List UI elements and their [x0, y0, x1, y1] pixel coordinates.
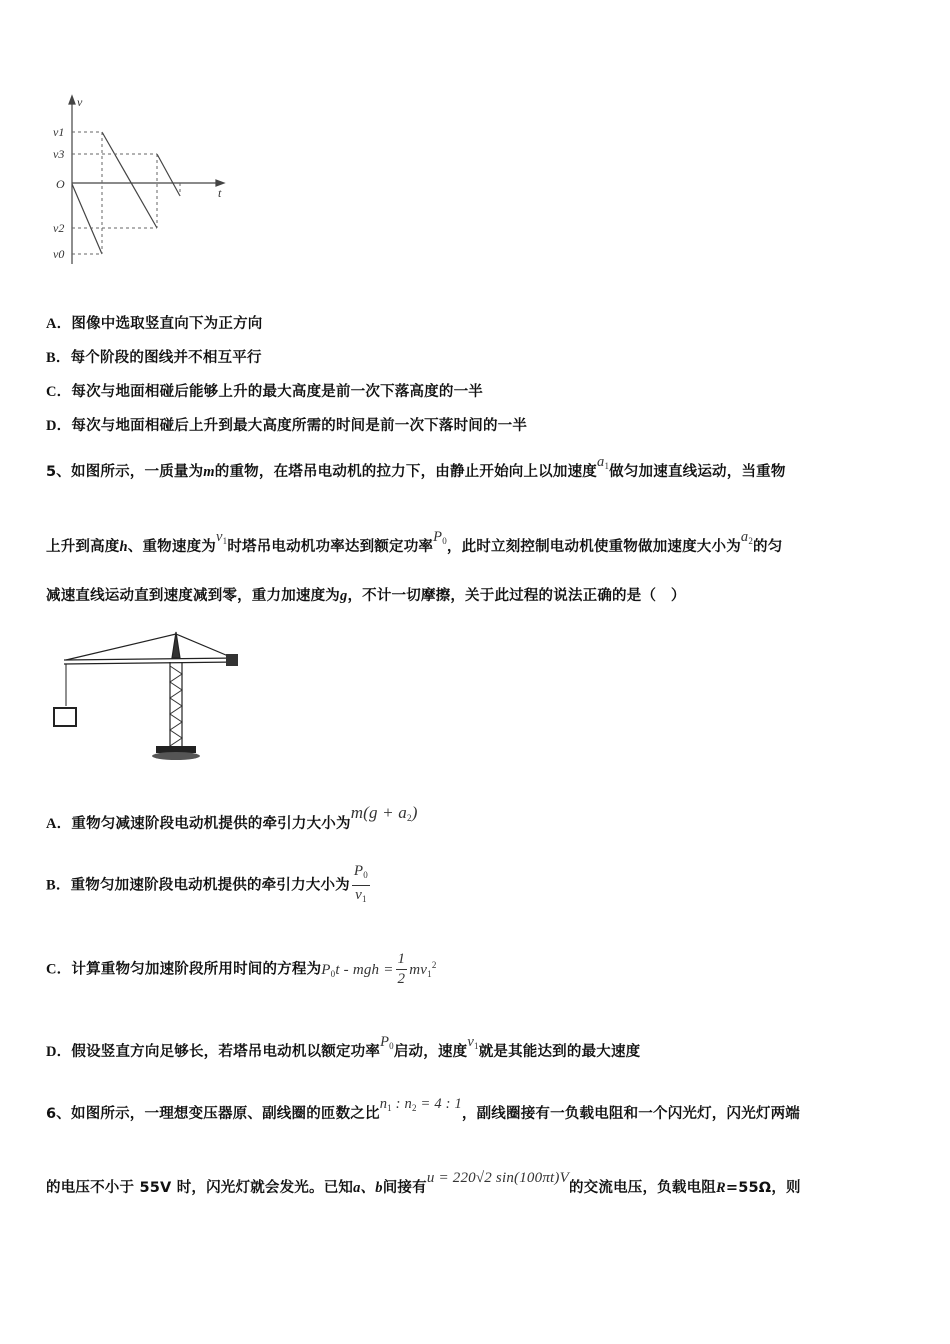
graph-segment	[102, 132, 157, 228]
q4-option-c: C．每次与地面相碰后能够上升的最大高度是前一次下落高度的一半	[46, 384, 483, 400]
q5-option-c: C．计算重物匀加速阶段所用时间的方程为$P_0t$ - mgh = $\frac{1}{2}$ $mv_1^2$	[46, 951, 437, 987]
v1-label: v1	[53, 125, 65, 139]
load-box	[54, 708, 76, 726]
q5-stem-line2: 上升到高度h、重物速度为$v_1$时塔吊电动机功率达到额定功率$P_0$，此时立刻控制电动机使重物做加速度大小为$a_2$的匀	[46, 529, 783, 555]
axis-v-label: v	[77, 95, 83, 109]
q6-stem-line1: 6、如图所示，一理想变压器原、副线圈的匝数之比$n_1$ : $n_2 = 4$ : 1，副线圈接有一负载电阻和一个闪光灯，闪光灯两端	[46, 1096, 801, 1122]
graph-segment	[157, 154, 180, 196]
v0-label: v0	[53, 247, 65, 261]
fraction-one-half: $\frac{1}{2}$	[397, 951, 406, 987]
v2-label: v2	[53, 221, 65, 235]
fraction-p0-v1: $\frac{P_0}{v_1}$	[353, 863, 368, 904]
vt-graph	[44, 92, 244, 272]
q4-option-b: B．每个阶段的图线并不相互平行	[46, 350, 262, 366]
q4-option-a: A．图像中选取竖直向下为正方向	[46, 316, 263, 332]
q5-option-d: D．假设竖直方向足够长，若塔吊电动机以额定功率$P_0$启动，速度$v_1$就是其能达到的最大速度	[46, 1034, 641, 1060]
q5-stem-line1: 5、如图所示，一质量为m的重物，在塔吊电动机的拉力下，由静止开始向上以加速度$a_1$做匀加速直线运动，当重物	[46, 454, 786, 480]
q4-option-d: D．每次与地面相碰后上升到最大高度所需的时间是前一次下落时间的一半	[46, 418, 528, 434]
q5-stem-line3: 减速直线运动直到速度减到零，重力加速度为g，不计一切摩擦，关于此过程的说法正确的是（ ）	[46, 588, 686, 604]
tower-crane-figure	[48, 628, 248, 763]
origin-label: O	[56, 177, 65, 191]
q5-option-b: B．重物匀加速阶段电动机提供的牵引力大小为 $\frac{P_0}{v_1}$	[46, 862, 372, 909]
graph-segment	[72, 184, 102, 254]
v3-label: v3	[53, 147, 65, 161]
v-axis-arrow	[69, 96, 75, 104]
q6-stem-line2: 的电压不小于 55V 时，闪光灯就会发光。已知a、b间接有u = 220√2 sin(100πt)V的交流电压，负载电阻R=55Ω，则	[46, 1170, 801, 1196]
axis-t-label: t	[218, 186, 222, 200]
q5-option-a: A．重物匀减速阶段电动机提供的牵引力大小为$m(g + a_2)$	[46, 803, 418, 832]
